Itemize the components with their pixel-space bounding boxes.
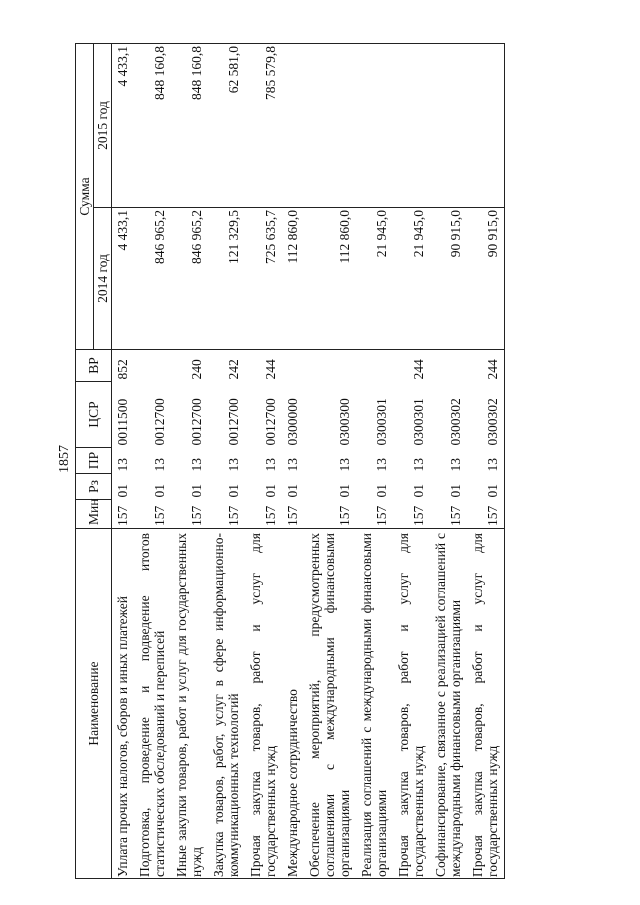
row-min: 157	[356, 500, 393, 529]
table-body	[112, 43, 505, 878]
row-vr: 244	[467, 350, 505, 382]
table-row	[467, 43, 505, 878]
table-row	[245, 43, 282, 878]
row-sum-2015	[467, 43, 505, 207]
row-pr: 13	[115, 458, 130, 472]
row-name: Международное сотрудничество	[282, 529, 304, 879]
table-row	[134, 43, 171, 878]
row-name: Реализация соглашений с международными финансовыми организациями	[356, 529, 393, 879]
row-rz: 01	[152, 484, 167, 498]
row-min: 157	[208, 500, 245, 529]
table-row	[356, 43, 393, 878]
row-name: Иные закупки товаров, работ и услуг для государственных нужд	[171, 529, 208, 879]
row-name: Прочая закупка товаров, работ и услуг для государственных нужд	[467, 529, 505, 879]
row-pr: 13	[285, 458, 300, 472]
header-vr: ВР	[76, 350, 112, 382]
row-vr: 240	[171, 350, 208, 382]
row-csr: 0300301	[374, 398, 389, 446]
row-rz: 01	[374, 484, 389, 498]
row-rz: 01	[467, 474, 505, 500]
table-header	[76, 43, 112, 878]
row-vr	[134, 350, 171, 382]
row-vr: 242	[208, 350, 245, 382]
row-rz: 01	[189, 484, 204, 498]
row-rz: 01	[411, 484, 426, 498]
row-min: 157	[245, 500, 282, 529]
header-name: Наименование	[76, 529, 112, 879]
row-csr: 0300302	[448, 398, 463, 446]
row-name: Подготовка, проведение и подведение итогов статистических обследований и переписей	[134, 529, 171, 879]
header-sum: Сумма	[76, 43, 94, 349]
row-min: 157	[134, 500, 171, 529]
table-row	[208, 43, 245, 878]
row-vr	[430, 350, 467, 382]
row-vr	[356, 350, 393, 382]
row-name: Прочая закупка товаров, работ и услуг для государственных нужд	[393, 529, 430, 879]
table-row	[112, 43, 135, 878]
row-sum-2015: 848 160,8	[134, 43, 171, 207]
page-number: 1857	[57, 445, 72, 473]
budget-table	[75, 43, 505, 879]
row-sum-2015	[430, 43, 467, 207]
row-vr: 244	[245, 350, 282, 382]
row-min: 157	[171, 500, 208, 529]
row-csr: 0012700	[189, 398, 204, 446]
row-sum-2014: 846 965,2	[171, 208, 208, 350]
header-csr: ЦСР	[76, 382, 112, 448]
row-rz: 01	[448, 484, 463, 498]
row-pr: 13	[189, 458, 204, 472]
row-sum-2014: 121 329,5	[208, 208, 245, 350]
row-sum-2015	[393, 43, 430, 207]
row-pr: 13	[337, 458, 352, 472]
row-sum-2014: 21 945,0	[356, 208, 393, 350]
row-sum-2014: 90 915,0	[430, 208, 467, 350]
row-name: Софинансирование, связанное с реализацией соглашений с международными финансовыми организациями	[430, 529, 467, 879]
row-name: Обеспечение мероприятий, предусмотренных соглашениями с международными финансовыми организациями	[304, 529, 356, 879]
row-sum-2014: 725 635,7	[245, 208, 282, 350]
row-sum-2014: 112 860,0	[282, 208, 304, 350]
table-row	[171, 43, 208, 878]
rotated-page-content	[55, 39, 595, 879]
row-rz: 01	[263, 484, 278, 498]
header-year-2014: 2014 год	[94, 208, 112, 350]
row-pr: 13	[226, 458, 241, 472]
row-pr: 13	[467, 448, 505, 474]
row-sum-2014: 112 860,0	[304, 208, 356, 350]
header-min: Мин	[76, 500, 112, 529]
row-sum-2014: 90 915,0	[467, 208, 505, 350]
row-name: Закупка товаров, работ, услуг в сфере информационно-коммуникационных технологий	[208, 529, 245, 879]
row-csr: 0012700	[226, 398, 241, 446]
row-csr: 0011500	[115, 398, 130, 446]
row-vr: 852	[112, 350, 135, 382]
row-sum-2014: 4 433,1	[112, 208, 135, 350]
row-vr	[282, 350, 304, 382]
row-csr: 0300301	[411, 398, 426, 446]
row-vr: 244	[393, 350, 430, 382]
table-row	[430, 43, 467, 878]
row-min: 157	[467, 500, 505, 529]
row-rz: 01	[337, 484, 352, 498]
row-pr: 13	[448, 458, 463, 472]
row-pr: 13	[263, 458, 278, 472]
table-row	[282, 43, 304, 878]
row-min: 157	[112, 500, 135, 529]
row-sum-2015	[282, 43, 304, 207]
row-sum-2015: 785 579,8	[245, 43, 282, 207]
row-sum-2015: 848 160,8	[171, 43, 208, 207]
row-name: Прочая закупка товаров, работ и услуг для государственных нужд	[245, 529, 282, 879]
row-min: 157	[393, 500, 430, 529]
row-vr	[304, 350, 356, 382]
row-rz: 01	[226, 484, 241, 498]
row-sum-2015: 4 433,1	[112, 43, 135, 207]
row-csr: 0012700	[152, 398, 167, 446]
row-pr: 13	[152, 458, 167, 472]
row-name: Уплата прочих налогов, сборов и иных платежей	[112, 529, 135, 879]
row-sum-2015	[356, 43, 393, 207]
row-min: 157	[430, 500, 467, 529]
row-min: 157	[304, 500, 356, 529]
row-rz: 01	[285, 484, 300, 498]
table-row	[393, 43, 430, 878]
row-rz: 01	[115, 484, 130, 498]
row-sum-2014: 846 965,2	[134, 208, 171, 350]
table-row	[304, 43, 356, 878]
header-rz: Рз	[76, 474, 112, 500]
row-csr: 0012700	[263, 398, 278, 446]
row-sum-2015: 62 581,0	[208, 43, 245, 207]
row-csr: 0300000	[285, 398, 300, 446]
row-csr: 0300302	[467, 382, 505, 448]
row-pr: 13	[374, 458, 389, 472]
row-csr: 0300300	[337, 398, 352, 446]
row-min: 157	[282, 500, 304, 529]
header-year-2015: 2015 год	[94, 43, 112, 207]
row-sum-2015	[304, 43, 356, 207]
row-pr: 13	[411, 458, 426, 472]
header-pr: ПР	[76, 448, 112, 474]
row-sum-2014: 21 945,0	[393, 208, 430, 350]
